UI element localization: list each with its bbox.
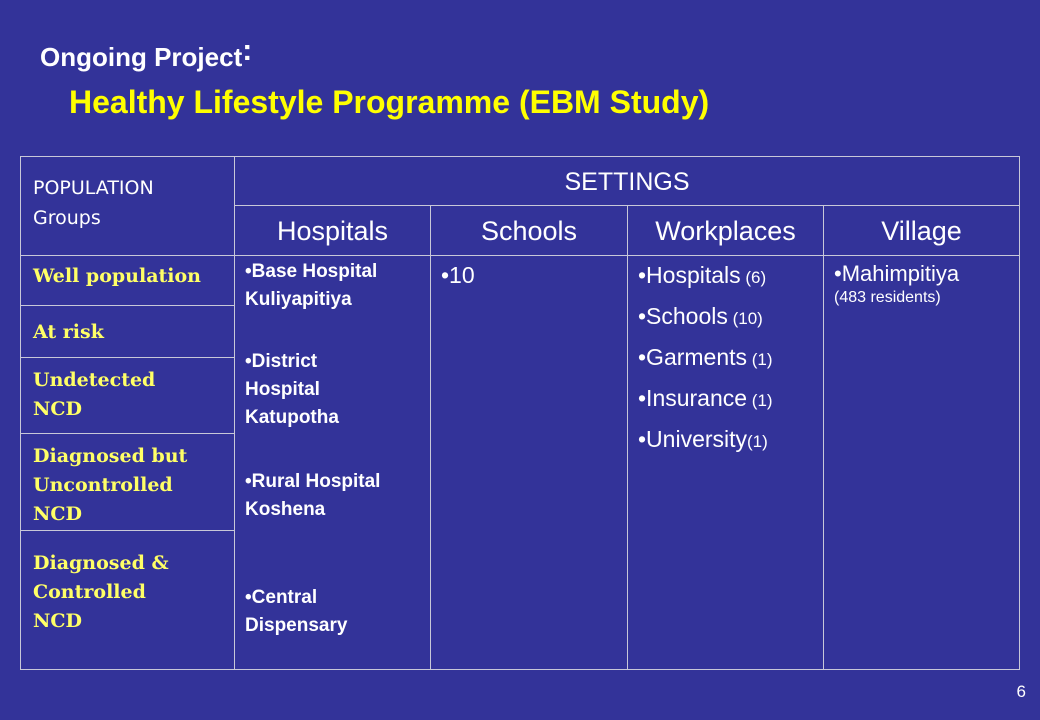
workplace-item: [638, 297, 773, 338]
population-header-line: Groups: [33, 207, 101, 229]
hospital-item: [245, 584, 347, 640]
hospital-item-line: Hospital: [245, 379, 320, 400]
row-label-line: Uncontrolled: [33, 474, 173, 496]
schools-cell: [430, 255, 628, 670]
slide-subtitle: [40, 34, 253, 74]
workplace-count: (6): [740, 268, 767, 287]
slide-title: Healthy Lifestyle Programme (EBM Study): [69, 84, 710, 120]
page-number: 6: [1016, 682, 1026, 701]
hospital-item-line: Dispensary: [245, 615, 348, 636]
workplace-name: •Garments: [638, 344, 748, 370]
row-label-line: At risk: [33, 321, 104, 343]
workplace-count: (1): [747, 350, 773, 369]
row-label-line: Controlled: [33, 581, 146, 603]
row-label-line: Diagnosed but: [33, 445, 188, 467]
column-header-hospitals: Hospitals: [234, 205, 431, 256]
hospitals-cell: [234, 255, 431, 670]
hospital-item-line: •Central: [245, 587, 318, 608]
hospital-item-line: Koshena: [245, 499, 326, 520]
hospital-item-line: •Rural Hospital: [245, 471, 381, 492]
workplace-count: (10): [727, 309, 763, 328]
row-label-line: Diagnosed &: [33, 552, 169, 574]
hospital-item-line: Katupotha: [245, 407, 339, 428]
village-detail: (483 residents): [834, 289, 941, 306]
settings-table: [20, 156, 1020, 670]
row-label-line: NCD: [33, 503, 82, 525]
schools-count: •10: [441, 262, 475, 288]
village-cell: [823, 255, 1020, 670]
row-label-diagnosed-controlled-ncd: [20, 530, 235, 670]
column-header-workplaces: Workplaces: [627, 205, 824, 256]
workplace-name: •Hospitals: [638, 262, 741, 288]
hospital-item: [245, 468, 380, 524]
row-label-undetected-ncd: [20, 357, 235, 434]
hospital-item-line: Kuliyapitiya: [245, 289, 352, 310]
workplace-name: •University: [638, 426, 748, 452]
row-label-line: Well population: [33, 265, 201, 287]
subtitle-colon: :: [242, 34, 253, 67]
row-label-at-risk: [20, 305, 235, 358]
hospital-item-line: •Base Hospital: [245, 261, 378, 282]
column-header-village: Village: [823, 205, 1020, 256]
workplace-item: [638, 256, 773, 297]
population-groups-header: [20, 156, 235, 256]
row-label-line: NCD: [33, 398, 82, 420]
row-label-diagnosed-uncontrolled-ncd: [20, 433, 235, 531]
workplace-count: (1): [747, 432, 768, 451]
village-name: •Mahimpitiya: [834, 261, 960, 286]
workplace-item: [638, 420, 773, 461]
workplace-name: •Insurance: [638, 385, 748, 411]
subtitle-text: Ongoing Project: [40, 42, 243, 72]
column-header-schools: Schools: [430, 205, 628, 256]
row-label-line: NCD: [33, 610, 82, 632]
settings-header: SETTINGS: [234, 156, 1020, 206]
row-label-line: Undetected: [33, 369, 156, 391]
workplace-item: [638, 379, 773, 420]
row-label-well-population: [20, 255, 235, 306]
hospital-item: [245, 258, 377, 314]
hospital-item: [245, 348, 339, 432]
workplace-name: •Schools: [638, 303, 728, 329]
workplaces-list: [638, 256, 773, 461]
population-header-line: POPULATION: [33, 177, 154, 199]
village-entry: [834, 260, 959, 308]
workplace-count: (1): [747, 391, 773, 410]
hospital-item-line: •District: [245, 351, 318, 372]
workplace-item: [638, 338, 773, 379]
workplaces-cell: [627, 255, 824, 670]
